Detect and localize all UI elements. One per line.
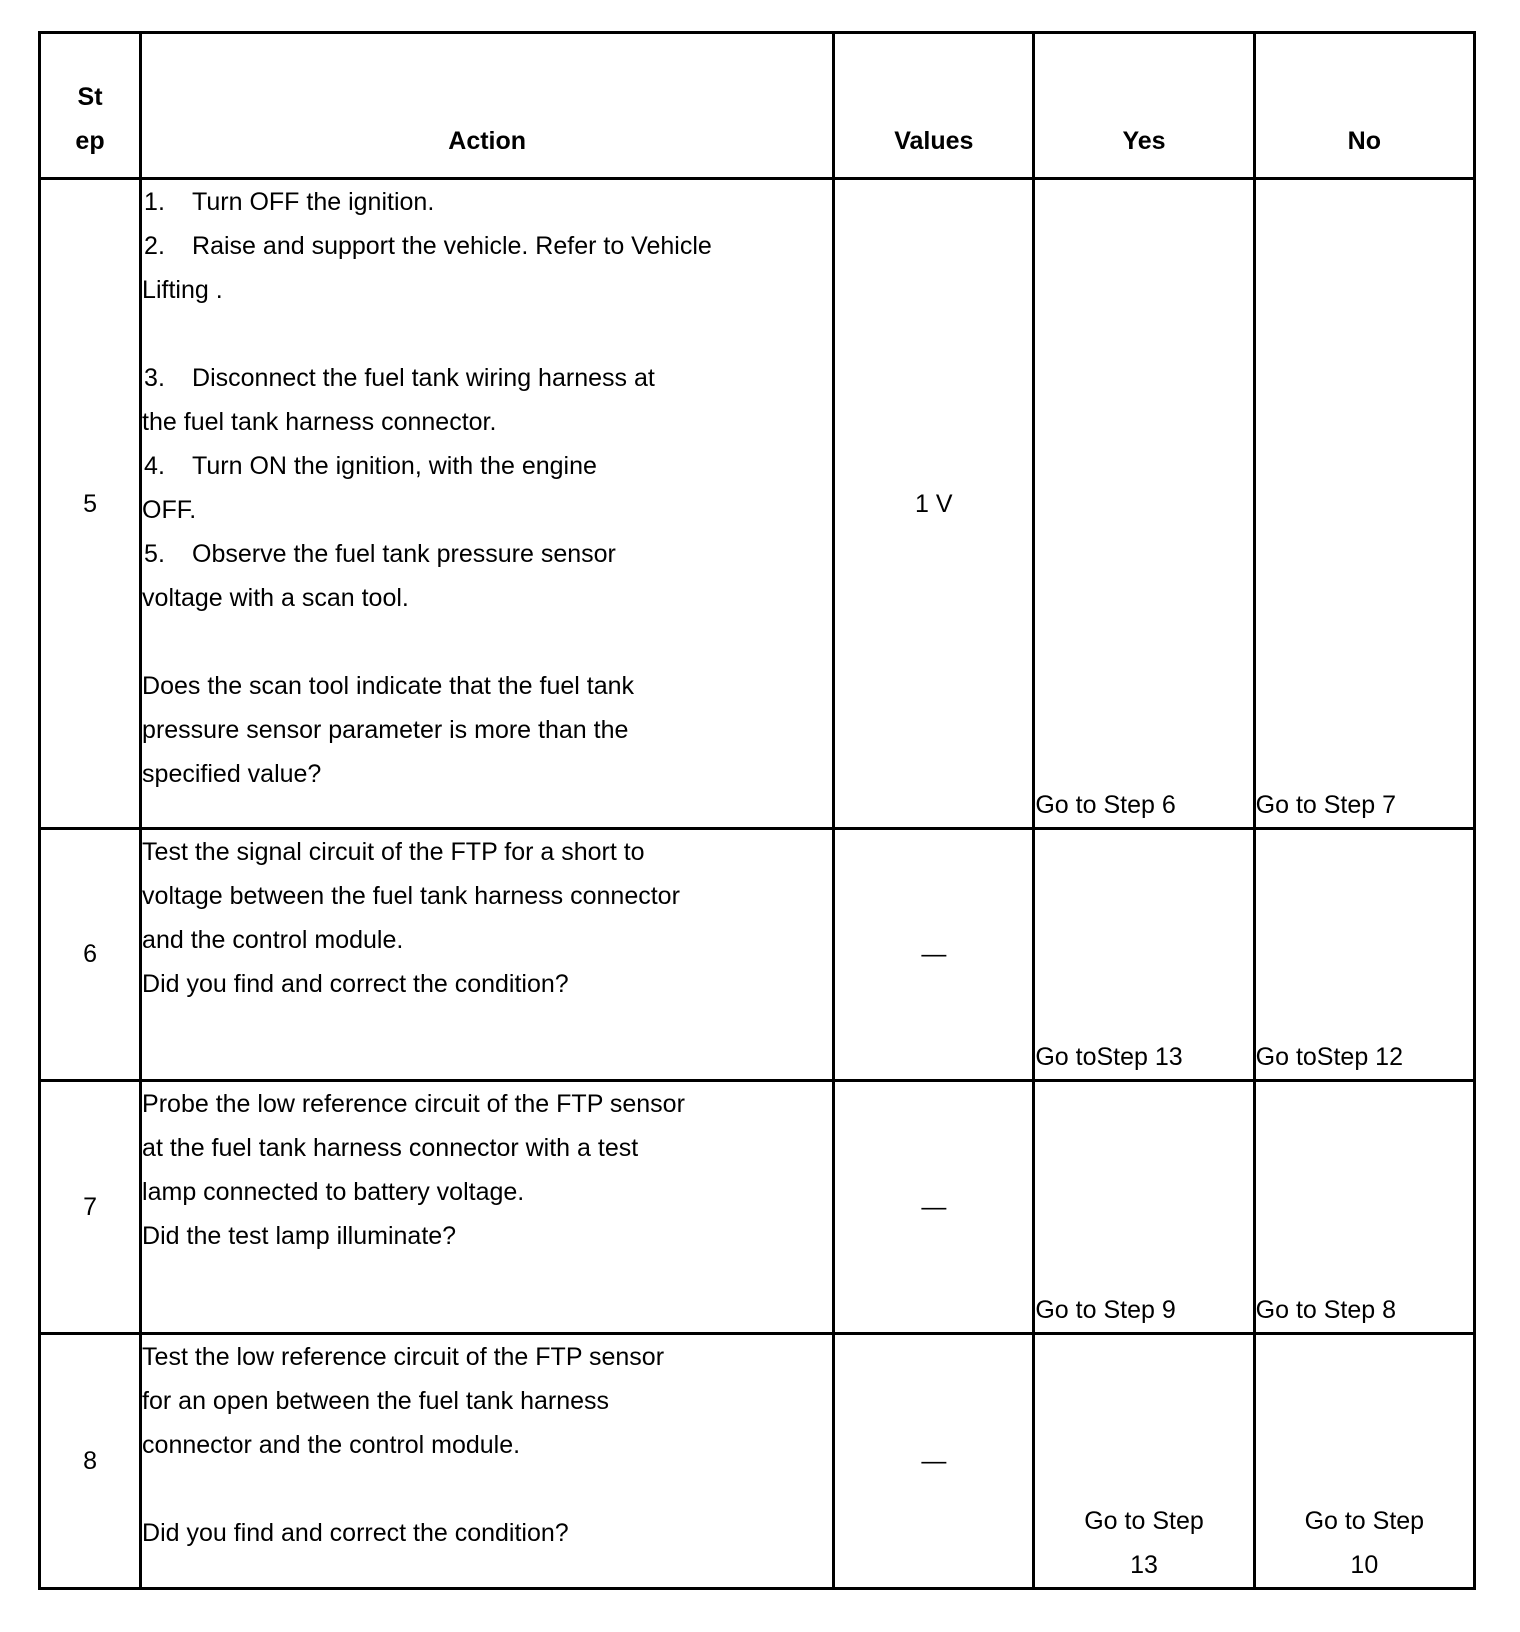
table-row [40,1334,1475,1589]
header-values: Values [834,33,1034,179]
no-cell: Go to Step 8 [1254,1081,1474,1334]
action-item-cont: Lifting . [142,276,223,305]
step-number: 8 [40,1334,141,1589]
action-cell: Test the signal circuit of the FTP for a short to voltage between the fuel tank harness connector and the control module. Did you find and correct the condition? [141,828,834,1081]
yes-cell: Go toStep 13 [1034,828,1254,1081]
action-item: 5. Observe the fuel tank pressure sensor [144,540,616,569]
header-action: Action [141,33,834,179]
step-number: 7 [40,1081,141,1334]
no-cell: Go to Step 7 [1254,179,1474,828]
action-item-cont: OFF. [142,496,197,525]
step-number: 5 [40,179,141,828]
action-question: Does the scan tool indicate that the fuel tank pressure sensor parameter is more than the specified value? [142,672,635,789]
action-item: 1. Turn OFF the ignition. [144,188,435,217]
action-item: 3. Disconnect the fuel tank wiring harness at [144,364,655,393]
diagnostic-table [38,31,1476,1590]
table-row [40,179,1475,828]
action-item: 2. Raise and support the vehicle. Refer to Vehicle [144,232,712,261]
value-cell: — [834,1334,1034,1589]
value-cell: — [834,1081,1034,1334]
value-cell: 1 V [834,179,1034,828]
yes-cell: Go to Step 6 [1034,179,1254,828]
no-cell: Go to Step 10 [1254,1334,1474,1589]
value-cell: — [834,828,1034,1081]
header-row [40,33,1475,179]
no-cell: Go toStep 12 [1254,828,1474,1081]
header-step: St ep [40,33,141,179]
yes-cell: Go to Step 9 [1034,1081,1254,1334]
table-row [40,1081,1475,1334]
action-cell: Probe the low reference circuit of the FTP sensor at the fuel tank harness connector with a test lamp connected to battery voltage. Did the test lamp illuminate? [141,1081,834,1334]
action-item-cont: the fuel tank harness connector. [142,408,497,437]
table-row [40,828,1475,1081]
yes-cell: Go to Step 13 [1034,1334,1254,1589]
action-item-cont: voltage with a scan tool. [142,584,409,613]
header-no: No [1254,33,1474,179]
step-number: 6 [40,828,141,1081]
action-cell: Test the low reference circuit of the FTP sensor for an open between the fuel tank harness connector and the control module. Did you find and correct the condition? [141,1334,834,1589]
action-item: 4. Turn ON the ignition, with the engine [144,452,597,481]
action-cell [141,179,834,828]
header-yes: Yes [1034,33,1254,179]
